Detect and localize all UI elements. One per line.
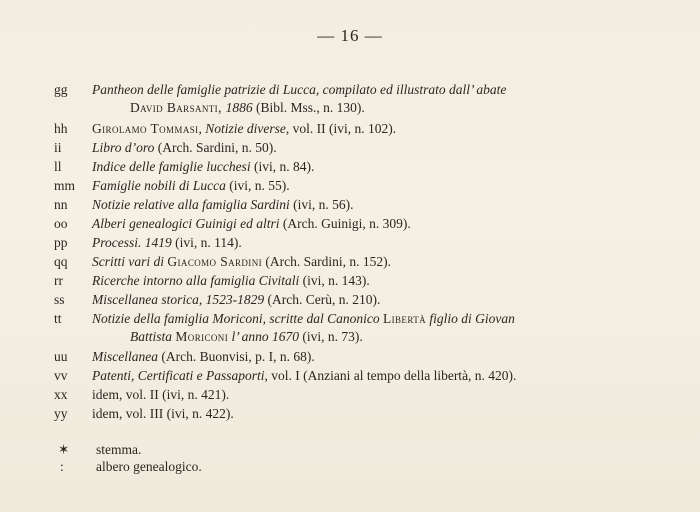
entry-title: Libro d’oro (92, 140, 155, 155)
entry-reference: (ivi, n. 114). (171, 235, 242, 250)
entry-title: Alberi genealogici Guinigi ed altri (92, 216, 280, 231)
entry-reference: (Arch. Guinigi, n. 309). (279, 216, 411, 231)
entry-separator: , (198, 121, 206, 136)
entry-text (92, 348, 315, 365)
entry-year: 1886 (225, 100, 253, 115)
entry-code: mm (54, 178, 76, 193)
entry-reference: (ivi, n. 73). (298, 329, 363, 344)
legend-text: albero genealogico. (96, 459, 202, 474)
entry-text (92, 253, 391, 270)
entry-title: Scritti vari di (92, 254, 168, 269)
entry-code: pp (54, 235, 68, 250)
legend-text: stemma. (96, 442, 142, 457)
entry-text (92, 177, 290, 194)
entry-text (92, 291, 380, 308)
author-name: Girolamo Tommasi (92, 121, 199, 136)
entry-code: ii (54, 140, 62, 155)
entry-reference: (ivi, n. 56). (289, 197, 354, 212)
entry-reference: (ivi, n. 143). (299, 273, 370, 288)
page-number: — 16 — (317, 26, 383, 45)
entry-text (92, 158, 314, 175)
entry-title: Processi. 1419 (92, 235, 172, 250)
entry-text (130, 328, 363, 345)
entry-text (92, 120, 396, 137)
entry-code: rr (54, 273, 63, 288)
entry-text (92, 234, 242, 251)
entry-code: gg (54, 82, 68, 97)
author-name: David Barsanti, (130, 100, 226, 115)
entry-code: oo (54, 216, 68, 231)
entry-text (130, 99, 365, 116)
entry-code: yy (54, 406, 68, 421)
entry-title: Battista (130, 329, 176, 344)
author-name: Moriconi (175, 329, 229, 344)
entry-title: Miscellanea (92, 349, 158, 364)
author-name: Libertà (382, 311, 426, 326)
entry-title: Notizie relative alla famiglia Sardini (92, 197, 290, 212)
entry-code: hh (54, 121, 68, 136)
entry-code: uu (54, 349, 68, 364)
author-name: Giacomo Sardini (167, 254, 263, 269)
entry-title-continued: figlio di Giovan (426, 311, 515, 326)
entry-reference: (Arch. Sardini, n. 152). (262, 254, 391, 269)
entry-reference: (Arch. Cerù, n. 210). (264, 292, 381, 307)
entry-reference: (Arch. Buonvisi, p. I, n. 68). (157, 349, 315, 364)
entry-code: vv (54, 368, 68, 383)
entry-reference: (ivi, n. 55). (225, 178, 290, 193)
entry-title: Famiglie nobili di Lucca (92, 178, 226, 193)
star-symbol-icon: ✶ (58, 442, 70, 457)
entry-title: Notizie della famiglia Moriconi, scritte dal Canonico (92, 311, 383, 326)
entry-text: idem, vol. III (ivi, n. 422). (92, 406, 234, 421)
entry-reference: , vol. II (ivi, n. 102). (285, 121, 397, 136)
colon-symbol-icon: : (60, 459, 64, 474)
entry-reference: (Bibl. Mss., n. 130). (252, 100, 365, 115)
entry-text (92, 139, 277, 156)
entry-text (92, 272, 370, 289)
entry-title: Indice delle famiglie lucchesi (92, 159, 251, 174)
entry-reference: (ivi, n. 84). (250, 159, 315, 174)
entry-reference: , vol. I (Anziani al tempo della libertà, n. 420). (264, 368, 517, 383)
entry-year: l’ anno 1670 (228, 329, 299, 344)
entry-text (92, 310, 515, 327)
entry-text: idem, vol. II (ivi, n. 421). (92, 387, 230, 402)
entry-title: Miscellanea storica, 1523-1829 (92, 292, 265, 307)
entry-text (92, 196, 354, 213)
entry-code: tt (54, 311, 62, 326)
entry-title: Patenti, Certificati e Passaporti (92, 368, 265, 383)
entry-code: qq (54, 254, 68, 269)
entry-code: xx (54, 387, 68, 402)
entry-code: ss (54, 292, 65, 307)
entry-code: nn (54, 197, 68, 212)
entry-text (92, 367, 516, 384)
entry-title: Pantheon delle famiglie patrizie di Lucca, compilato ed illustrato dall’ abate (92, 82, 507, 97)
entry-title: Ricerche intorno alla famiglia Civitali (92, 273, 300, 288)
entry-code: ll (54, 159, 62, 174)
entry-text (92, 215, 411, 232)
entry-title: Notizie diverse (205, 121, 286, 136)
entry-reference: (Arch. Sardini, n. 50). (154, 140, 277, 155)
